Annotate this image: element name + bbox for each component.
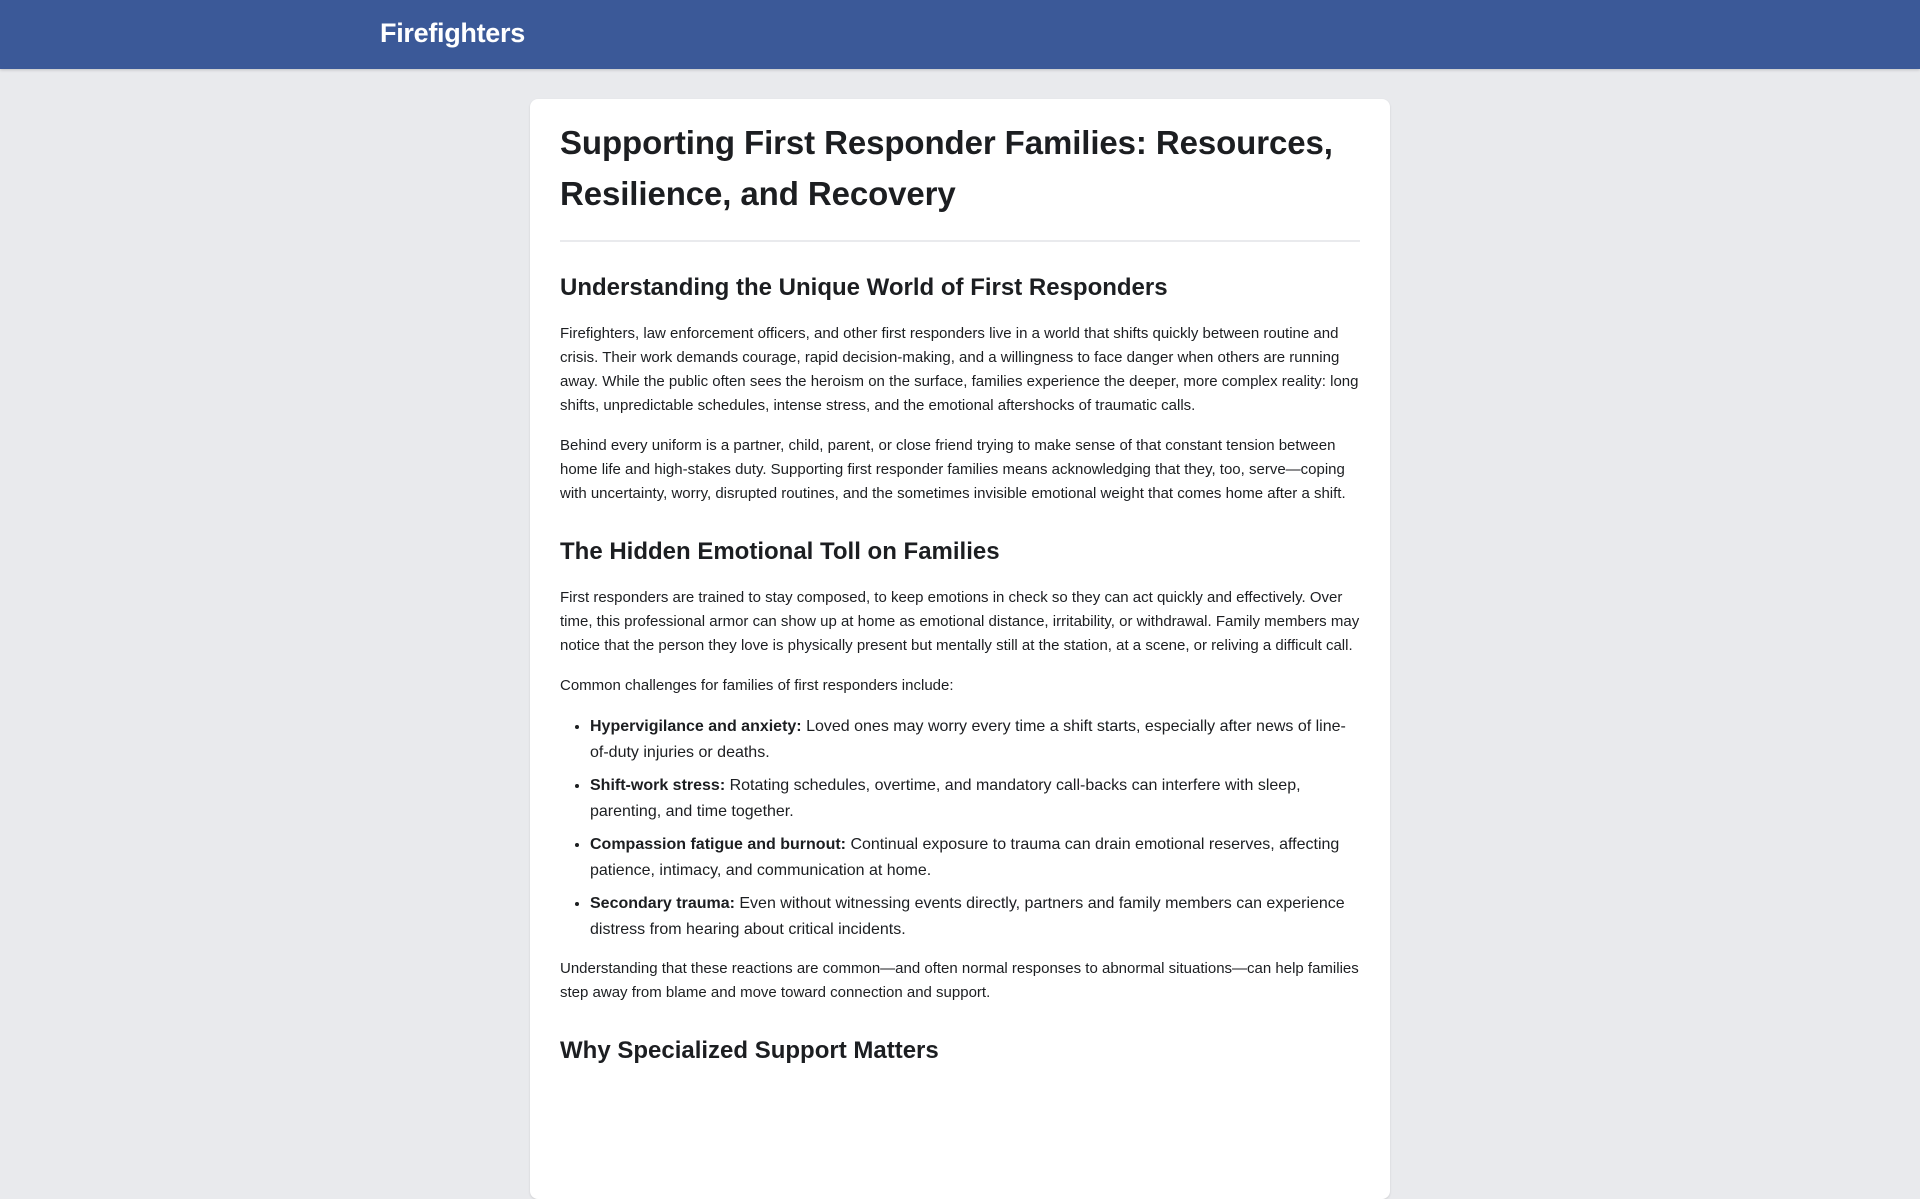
- section-emotional-toll: [560, 536, 1360, 1005]
- challenges-list: [560, 714, 1360, 943]
- list-item-term: Shift-work stress:: [590, 777, 726, 795]
- list-item-term: Compassion fatigue and burnout:: [590, 836, 846, 854]
- list-item-text: Rotating schedules, overtime, and mandatory call-backs can interfere with sleep, parenting, and time together.: [590, 777, 1301, 821]
- list-item-text: Loved ones may worry every time a shift starts, especially after news of line-of-duty injuries or deaths.: [590, 718, 1346, 762]
- list-item-term: Hypervigilance and anxiety:: [590, 718, 802, 736]
- list-item-text: Even without witnessing events directly, partners and family members can experience distress from hearing about critical incidents.: [590, 895, 1345, 939]
- section-heading: Understanding the Unique World of First Responders: [560, 274, 1168, 301]
- paragraph: Behind every uniform is a partner, child, parent, or close friend trying to make sense of that constant tension between home life and high-stakes duty. Supporting first responder families means acknowledging that they, too, serve—coping with uncertainty, worry, disrupted routines, and the sometimes invisible emotional weight that comes home after a shift.: [560, 437, 1346, 503]
- paragraph: Understanding that these reactions are common—and often normal responses to abnormal situations—can help families step away from blame and move toward connection and support.: [560, 960, 1359, 1002]
- article-title: Supporting First Responder Families: Resources, Resilience, and Recovery: [560, 117, 1360, 242]
- list-item: [590, 773, 1360, 825]
- article-card: [530, 99, 1390, 1199]
- list-item: [590, 891, 1360, 943]
- list-item: [590, 714, 1360, 766]
- list-intro: Common challenges for families of first responders include:: [560, 677, 954, 695]
- site-header: [0, 0, 1920, 69]
- site-brand-link[interactable]: Firefighters: [380, 18, 525, 48]
- header-container: [380, 0, 1540, 69]
- list-item-term: Secondary trauma:: [590, 895, 735, 913]
- section-unique-world: [560, 272, 1360, 506]
- paragraph: First responders are trained to stay composed, to keep emotions in check so they can act quickly and effectively. Over time, this professional armor can show up at home as emotional distance, irritability, or withdrawal. Family members may notice that the person they love is physically present but mentally still at the station, at a scene, or reliving a difficult call.: [560, 589, 1360, 655]
- section-heading: The Hidden Emotional Toll on Families: [560, 538, 1000, 566]
- section-heading: Why Specialized Support Matters: [560, 1037, 939, 1065]
- list-item-text: Continual exposure to trauma can drain emotional reserves, affecting patience, intimacy, and communication at home.: [590, 836, 1340, 880]
- paragraph: Firefighters, law enforcement officers, and other first responders live in a world that shifts quickly between routine and crisis. Their work demands courage, rapid decision-making, and a willingness to face danger when others are running away. While the public often sees the heroism on the surface, families experience the deeper, more complex reality: long shifts, unpredictable schedules, intense stress, and the emotional aftershocks of traumatic calls.: [560, 325, 1359, 415]
- section-specialized-support: [560, 1035, 1360, 1066]
- list-item: [590, 832, 1360, 884]
